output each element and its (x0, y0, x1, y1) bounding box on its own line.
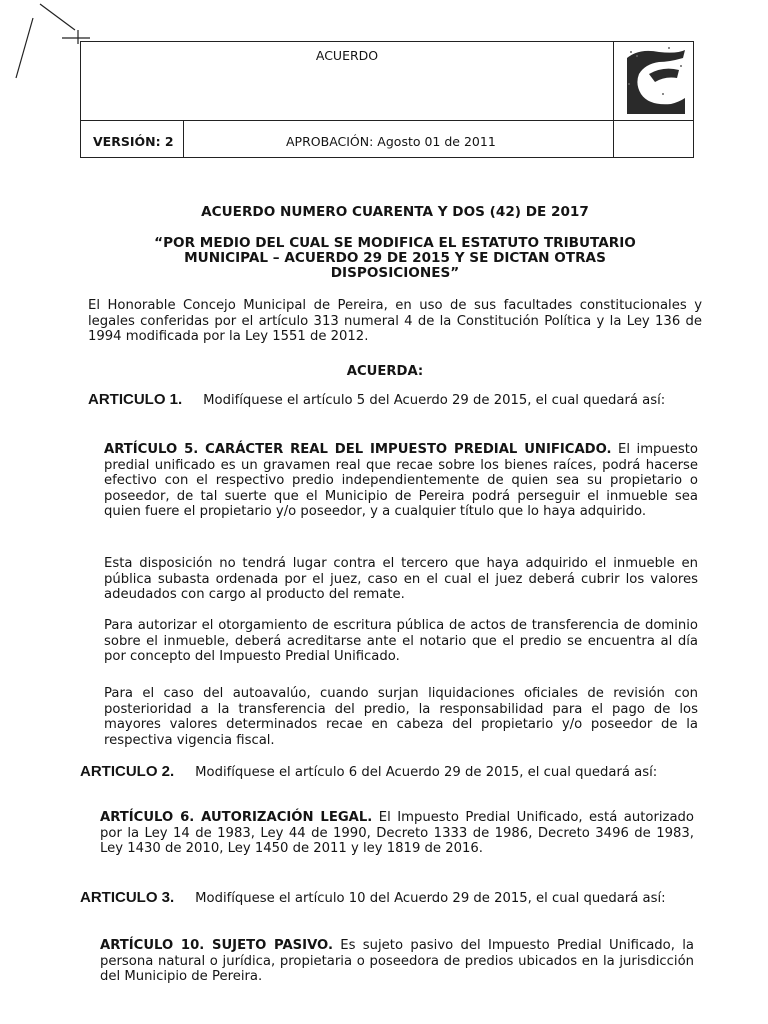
article-1-label: ARTICULO 1. (88, 391, 183, 408)
article-2-intro (80, 764, 692, 781)
acuerda-heading: ACUERDA: (346, 364, 424, 379)
article-6-text: El Impuesto Predial Unificado, está autorizado por la Ley 14 de 1983, Ley 44 de 1990, Decreto 1333 de 1986, Decreto 3496 de 1983, Ley 1430 de 2010, Ley 1450 de 2011 y ley 1819 de 2016. (100, 810, 694, 856)
article-1-intro (88, 392, 698, 409)
article-3-label: ARTICULO 3. (80, 889, 175, 906)
header-approval: APROBACIÓN: Agosto 01 de 2011 (286, 134, 496, 149)
document-heading: ACUERDO NUMERO CUARENTA Y DOS (42) DE 2017 (201, 204, 589, 220)
header-divider (613, 42, 614, 157)
article-5-paragraph-3: Para autorizar el otorgamiento de escritura pública de actos de transferencia de dominio sobre el inmueble, deberá acreditarse ante el notario que el predio se encuentra al día por concepto del Impuesto Predial Unificado. (104, 618, 698, 664)
article-10-paragraph (100, 938, 694, 985)
article-5-text: El impuesto predial unificado es un gravamen real que recae sobre los bienes raíces, podrá hacerse efectivo con el respectivo predio independientemente de quien sea su propietario o poseedor, de tal suerte que el Municipio de Pereira podrá perseguir el inmueble sea quien fuere el propietario y/o poseedor, y a cualquier título que lo haya adquirido. (104, 442, 698, 519)
document-header-table (80, 41, 694, 158)
preamble-paragraph: El Honorable Concejo Municipal de Pereira, en uso de sus facultades constitucionales y legales conferidas por el artículo 313 numeral 4 de la Constitución Política y la Ley 136 de 1994 modificada por la Ley 1551 de 2012. (88, 298, 702, 344)
header-divider (183, 120, 184, 157)
article-1-text: Modifíquese el artículo 5 del Acuerdo 29 de 2015, el cual quedará así: (203, 393, 666, 408)
article-6-paragraph (100, 810, 694, 857)
article-5-paragraph-4: Para el caso del autoavalúo, cuando surjan liquidaciones oficiales de revisión con posterioridad a la transferencia del predio, la responsabilidad para el pago de los mayores valores determinados recae en cabeza del propietario y/o poseedor de la respectiva vigencia fiscal. (104, 686, 698, 748)
header-version: VERSIÓN: 2 (93, 134, 174, 149)
article-5-paragraph-2: Esta disposición no tendrá lugar contra el tercero que haya adquirido el inmueble en pública subasta ordenada por el juez, caso en el cual el juez deberá cubrir los valores adeudados con cargo al producto del remate. (104, 556, 698, 602)
article-2-text: Modifíquese el artículo 6 del Acuerdo 29 de 2015, el cual quedará así: (195, 765, 658, 780)
article-3-intro (80, 890, 692, 907)
article-10-title: ARTÍCULO 10. SUJETO PASIVO. (100, 938, 333, 953)
document-subtitle: “POR MEDIO DEL CUAL SE MODIFICA EL ESTATUTO TRIBUTARIO MUNICIPAL – ACUERDO 29 DE 2015 Y SE DICTAN OTRAS DISPOSICIONES” (154, 235, 636, 281)
header-title: ACUERDO (315, 48, 379, 63)
municipal-logo-icon (619, 44, 691, 118)
article-2-label: ARTICULO 2. (80, 763, 175, 780)
article-5-title: ARTÍCULO 5. CARÁCTER REAL DEL IMPUESTO PREDIAL UNIFICADO. (104, 442, 612, 457)
article-6-title: ARTÍCULO 6. AUTORIZACIÓN LEGAL. (100, 810, 373, 825)
article-5-paragraph (104, 442, 698, 520)
article-3-text: Modifíquese el artículo 10 del Acuerdo 29 de 2015, el cual quedará así: (195, 891, 666, 906)
article-10-text: Es sujeto pasivo del Impuesto Predial Unificado, la persona natural o jurídica, propietaria o poseedora de predios ubicados en la jurisdicción del Municipio de Pereira. (100, 938, 694, 984)
header-divider (81, 120, 693, 121)
